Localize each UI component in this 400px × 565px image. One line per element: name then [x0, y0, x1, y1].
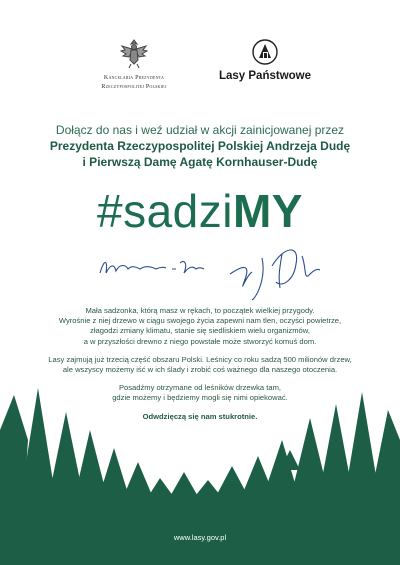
signature-andrzej-duda [222, 236, 322, 306]
intro-text [20, 122, 380, 170]
kprp-logo [84, 36, 184, 92]
intro-line-3: i Pierwszą Damę Agatę Kornhauser-Dudę [82, 155, 318, 169]
paragraph-2 [30, 355, 370, 375]
p2-line-1: Lasy zajmują już trzecią część obszaru Polski. Leśnicy co roku sadzą 500 milionów drzew, [48, 354, 352, 364]
footer-url[interactable]: www.lasy.gov.pl [173, 533, 227, 542]
hashtag-prefix: #sadzi [97, 185, 233, 237]
campaign-hashtag [0, 186, 400, 236]
paragraph-3 [30, 383, 370, 403]
p2-line-2: ale wszyscy możemy iść w ich ślady i zrobić coś ważnego dla naszego otoczenia. [62, 365, 338, 375]
lasy-panstwowe-logo [210, 38, 320, 82]
p1-line-1: Mała sadzonka, którą masz w rękach, to początek wielkiej przygody. [85, 306, 315, 315]
p1-line-2: Wyrośnie z niej drzewo w ciągu swojego życia zapewni nam tlen, oczyści powietrze, [58, 316, 342, 326]
signature-kornhauser-duda [96, 255, 206, 281]
thanks-line: Odwdzięczą się nam stukrotnie. [142, 411, 258, 421]
kprp-name-line1: Kancelaria Prezydenta [103, 75, 165, 81]
p1-line-4: a w przyszłości drewno z niego powstałe może stworzyć komuś dom. [83, 336, 317, 346]
kprp-name-line2: Rzeczypospolitej Polskiej [101, 84, 167, 90]
eagle-emblem-icon [119, 36, 149, 70]
p3-line-1: Posadźmy otrzymane od leśników drzewka tam, [118, 383, 282, 393]
body-text [30, 306, 370, 430]
intro-line-1: Dołącz do nas i weź udział w akcji zainicjowanej przez [55, 123, 345, 137]
p1-line-3: złagodzi zmiany klimatu, stanie się siedliskiem wielu organizmów, [90, 326, 310, 336]
hashtag-suffix: MY [232, 185, 303, 237]
lasy-panstwowe-name: Lasy Państwowe [218, 70, 312, 82]
lasy-panstwowe-badge-icon [252, 38, 278, 66]
paragraph-1 [30, 306, 370, 347]
intro-line-2: Prezydenta Rzeczypospolitej Polskiej Andrzeja Dudę [49, 139, 351, 153]
p3-line-2: gdzie możemy i będziemy mogli się nimi opiekować. [112, 393, 288, 403]
